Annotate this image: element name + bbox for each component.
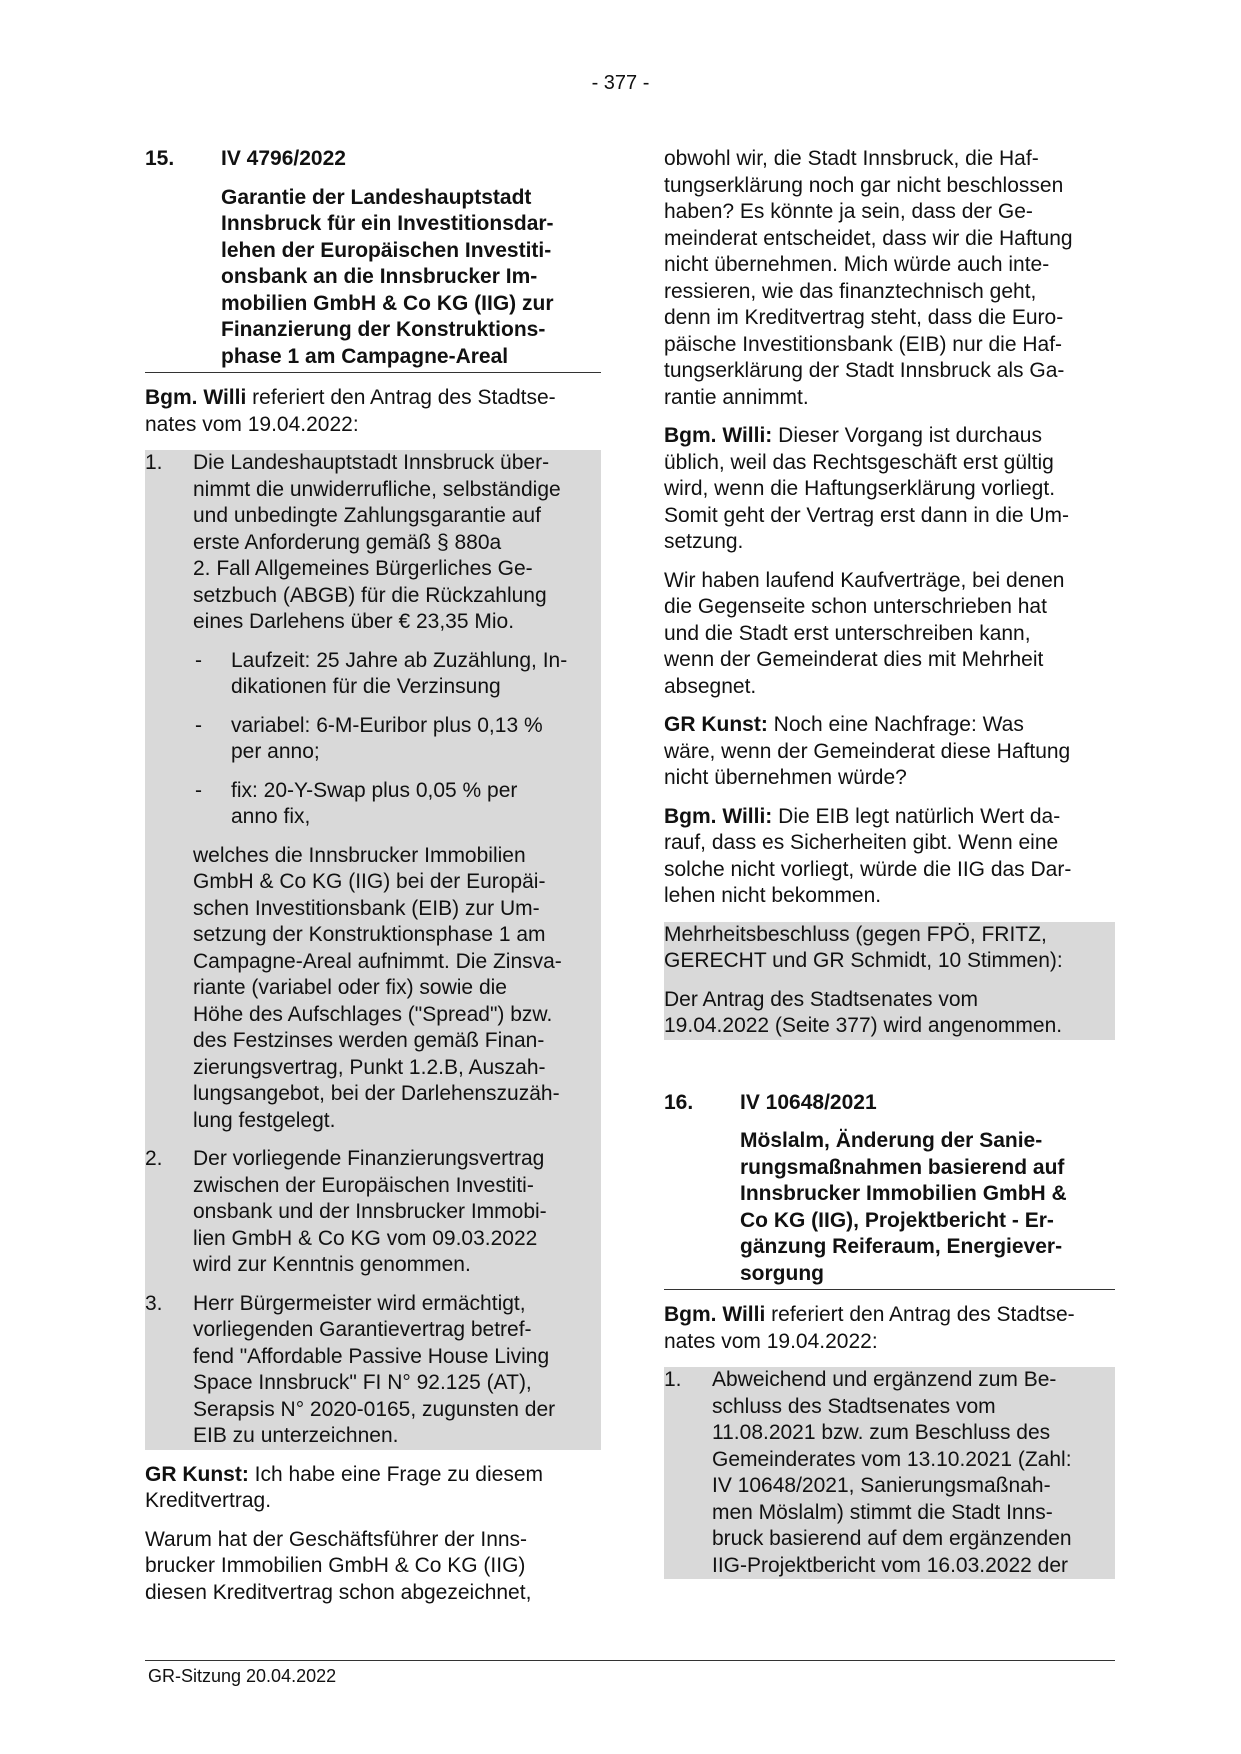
speech-text: haben? Es könnte ja sein, dass der Ge-: [664, 200, 1033, 223]
list-text: setzung der Konstruktionsphase 1 am: [193, 923, 546, 946]
motion-item-2: [145, 1146, 601, 1279]
speech-text: lehen nicht bekommen.: [664, 884, 882, 907]
speech-text: solche nicht vorliegt, würde die IIG das Dar-: [664, 857, 1072, 881]
speech-text: wenn der Gemeinderat dies mit Mehrheit: [664, 648, 1044, 671]
list-text: Campagne-Areal aufnimmt. Die Zinsva-: [193, 949, 562, 973]
speech-text: die Gegenseite schon unterschrieben hat: [664, 595, 1047, 618]
motion-16-item-1: [664, 1367, 1115, 1579]
dash-text: variabel: 6-M-Euribor plus 0,13 %: [231, 713, 543, 737]
speech-text: Somit geht der Vertrag erst dann in die Um-: [664, 503, 1070, 527]
willi-answer-1: [664, 423, 1115, 556]
decision-text: Mehrheitsbeschluss (gegen FPÖ, FRITZ,: [664, 922, 1047, 946]
list-text: eines Darlehens über € 23,35 Mio.: [193, 610, 515, 633]
speech-text: Dieser Vorgang ist durchaus: [772, 424, 1042, 447]
speech-text: und die Stadt erst unterschreiben kann,: [664, 621, 1031, 645]
title-line: lehen der Europäischen Investiti-: [221, 238, 552, 262]
willi-answer-1b: [664, 568, 1115, 701]
list-text: men Möslalm) stimmt die Stadt Inns-: [712, 1500, 1053, 1524]
list-text: zierungsvertrag, Punkt 1.2.B, Auszah-: [193, 1055, 546, 1079]
speaker-name: Bgm. Willi:: [664, 424, 773, 447]
list-text: Space Innsbruck" FI N° 92.125 (AT),: [193, 1371, 532, 1394]
speaker-name: GR Kunst:: [664, 713, 768, 736]
item-15-code: IV 4796/2022: [221, 147, 346, 170]
speech-text: diesen Kreditvertrag schon abgezeichnet,: [145, 1580, 532, 1604]
speaker-name: GR Kunst:: [145, 1462, 249, 1486]
speaker-name: Bgm. Willi: [664, 1303, 766, 1326]
title-line: rungsmaßnahmen basierend auf: [740, 1155, 1065, 1179]
list-text: erste Anforderung gemäß § 880a: [193, 530, 502, 554]
title-line: Co KG (IIG), Projektbericht - Er-: [740, 1208, 1054, 1232]
kunst-question-continued: [664, 146, 1115, 411]
item-15-header: [145, 146, 601, 173]
title-line: Möslalm, Änderung der Sanie-: [740, 1129, 1043, 1152]
intro-text: nates vom 19.04.2022:: [145, 412, 359, 436]
motion-item-1: [145, 450, 601, 636]
speech-text: tungserklärung der Stadt Innsbruck als Ga-: [664, 359, 1065, 382]
list-text: 11.08.2021 bzw. zum Beschluss des: [712, 1421, 1051, 1444]
speech-text: absegnet.: [664, 674, 757, 698]
item-16-number: 16.: [664, 1090, 694, 1114]
speech-text: rauf, dass es Sicherheiten gibt. Wenn eine: [664, 831, 1059, 854]
title-line: gänzung Reiferaum, Energiever-: [740, 1235, 1063, 1258]
list-text: Die Landeshauptstadt Innsbruck über-: [193, 451, 550, 474]
list-text: bruck basierend auf dem ergänzenden: [712, 1527, 1072, 1550]
item-16-title: [664, 1128, 1115, 1290]
motion-item-3: [145, 1291, 601, 1450]
list-text: des Festzinses werden gemäß Finan-: [193, 1029, 545, 1052]
list-text: 2. Fall Allgemeines Bürgerliches Ge-: [193, 557, 533, 580]
dash-item-variabel: - variabel: 6-M-Euribor plus 0,13 % per anno;: [193, 713, 601, 766]
result-text: Der Antrag des Stadtsenates vom: [664, 987, 979, 1011]
list-text: Gemeinderates vom 13.10.2021 (Zahl:: [712, 1447, 1072, 1471]
title-line: Innsbrucker Immobilien GmbH &: [740, 1182, 1067, 1205]
speech-text: wäre, wenn der Gemeinderat diese Haftung: [664, 739, 1071, 763]
intro-text: nates vom 19.04.2022:: [664, 1329, 878, 1353]
willi-answer-2: [664, 804, 1115, 910]
title-line: mobilien GmbH & Co KG (IIG) zur: [221, 291, 554, 315]
dash-text: anno fix,: [231, 805, 311, 828]
list-text: lungsangebot, bei der Darlehenszuzäh-: [193, 1082, 560, 1105]
speech-text: denn im Kreditvertrag steht, dass die Euro-: [664, 306, 1064, 329]
item-16-intro: [664, 1302, 1115, 1355]
list-number: 2.: [145, 1147, 163, 1170]
list-text: Der vorliegende Finanzierungsvertrag: [193, 1147, 545, 1170]
list-number: 3.: [145, 1291, 163, 1315]
item-16-code: IV 10648/2021: [740, 1090, 877, 1114]
list-text: GmbH & Co KG (IIG) bei der Europäi-: [193, 870, 546, 893]
list-text: schen Investitionsbank (EIB) zur Um-: [193, 896, 540, 920]
speech-text: setzung.: [664, 530, 744, 553]
list-text: schluss des Stadtsenates vom: [712, 1394, 996, 1418]
kunst-question-2: [145, 1527, 601, 1607]
list-text: setzbuch (ABGB) für die Rückzahlung: [193, 583, 547, 607]
speech-text: wird, wenn die Haftungserklärung vorliegt.: [664, 477, 1056, 500]
speech-text: obwohl wir, die Stadt Innsbruck, die Haf-: [664, 147, 1039, 170]
list-text: EIB zu unterzeichnen.: [193, 1424, 399, 1447]
motion-box: [145, 450, 601, 1450]
speech-text: Ich habe eine Frage zu diesem: [248, 1462, 544, 1486]
list-text: onsbank und der Innsbrucker Immobi-: [193, 1200, 547, 1223]
dash-text: fix: 20-Y-Swap plus 0,05 % per: [231, 778, 518, 802]
item-15-number: 15.: [145, 147, 175, 170]
footer-divider: [145, 1660, 1115, 1661]
item-15-title: [145, 185, 601, 374]
list-text: IIG-Projektbericht vom 16.03.2022 der: [712, 1553, 1069, 1577]
decision-box: [664, 922, 1115, 1040]
speaker-name: Bgm. Willi: [145, 386, 247, 409]
list-number: 1.: [145, 451, 163, 474]
speech-text: Kreditvertrag.: [145, 1489, 272, 1512]
title-line: sorgung: [740, 1261, 824, 1285]
speech-text: rantie annimmt.: [664, 385, 809, 409]
speech-text: Die EIB legt natürlich Wert da-: [772, 804, 1061, 828]
intro-text: referiert den Antrag des Stadtse-: [246, 386, 556, 409]
dash-item-laufzeit: - Laufzeit: 25 Jahre ab Zuzählung, In- dikationen für die Verzinsung: [193, 648, 601, 701]
list-text: wird zur Kenntnis genommen.: [193, 1253, 471, 1276]
speech-text: brucker Immobilien GmbH & Co KG (IIG): [145, 1554, 526, 1577]
title-line: phase 1 am Campagne-Areal: [221, 344, 509, 368]
decision-text: GERECHT und GR Schmidt, 10 Stimmen):: [664, 949, 1063, 972]
dash-text: Laufzeit: 25 Jahre ab Zuzählung, In-: [231, 648, 568, 672]
speech-text: Warum hat der Geschäftsführer der Inns-: [145, 1527, 528, 1551]
list-text: nimmt die unwiderrufliche, selbständige: [193, 477, 561, 501]
speech-text: nicht übernehmen. Mich würde auch inte-: [664, 253, 1050, 276]
dash-text: dikationen für die Verzinsung: [231, 675, 501, 698]
left-column: [145, 146, 601, 1606]
dash-text: per anno;: [231, 740, 320, 763]
page-number: - 377 -: [591, 72, 650, 94]
item-16-header: [664, 1090, 1115, 1117]
speech-text: ressieren, wie das finanztechnisch geht,: [664, 279, 1037, 303]
kunst-question-1: [145, 1462, 601, 1515]
motion-box-16: [664, 1367, 1115, 1579]
motion-item-1-continued: [193, 843, 601, 1135]
list-text: lung festgelegt.: [193, 1108, 336, 1132]
title-line: Finanzierung der Konstruktions-: [221, 318, 546, 341]
list-text: und unbedingte Zahlungsgarantie auf: [193, 504, 541, 527]
title-line: Innsbruck für ein Investitionsdar-: [221, 212, 554, 235]
speech-text: meinderat entscheidet, dass wir die Haftung: [664, 226, 1073, 250]
speech-text: nicht übernehmen würde?: [664, 766, 907, 789]
intro-text: referiert den Antrag des Stadtse-: [765, 1303, 1075, 1326]
speech-text: Wir haben laufend Kaufverträge, bei denen: [664, 568, 1065, 592]
list-text: lien GmbH & Co KG vom 09.03.2022: [193, 1226, 538, 1250]
list-number: 1.: [664, 1368, 682, 1391]
list-text: Serapsis N° 2020-0165, zugunsten der: [193, 1397, 556, 1421]
speech-text: tungserklärung noch gar nicht beschlossen: [664, 173, 1064, 197]
speaker-name: Bgm. Willi:: [664, 804, 773, 828]
list-text: IV 10648/2021, Sanierungsmaßnah-: [712, 1474, 1051, 1497]
speech-text: päische Investitionsbank (EIB) nur die Haf-: [664, 332, 1063, 356]
speech-text: üblich, weil das Rechtsgeschäft erst gültig: [664, 450, 1054, 474]
list-text: Höhe des Aufschlages ("Spread") bzw.: [193, 1002, 553, 1026]
footer-text: GR-Sitzung 20.04.2022: [148, 1666, 337, 1686]
kunst-followup: [664, 712, 1115, 792]
list-text: zwischen der Europäischen Investiti-: [193, 1173, 534, 1197]
result-text: 19.04.2022 (Seite 377) wird angenommen.: [664, 1014, 1063, 1037]
right-column: [664, 146, 1115, 1579]
list-text: vorliegenden Garantievertrag betref-: [193, 1318, 532, 1341]
list-text: Herr Bürgermeister wird ermächtigt,: [193, 1291, 526, 1315]
title-line: onsbank an die Innsbrucker Im-: [221, 265, 538, 288]
dash-item-fix: - fix: 20-Y-Swap plus 0,05 % per anno fix,: [193, 778, 601, 831]
speech-text: Noch eine Nachfrage: Was: [767, 713, 1024, 736]
list-text: Abweichend und ergänzend zum Be-: [712, 1368, 1057, 1391]
list-text: riante (variabel oder fix) sowie die: [193, 976, 507, 999]
title-line: Garantie der Landeshauptstadt: [221, 185, 532, 209]
list-text: fend "Affordable Passive House Living: [193, 1344, 550, 1368]
list-text: welches die Innsbrucker Immobilien: [193, 843, 526, 867]
item-15-intro: [145, 385, 601, 438]
